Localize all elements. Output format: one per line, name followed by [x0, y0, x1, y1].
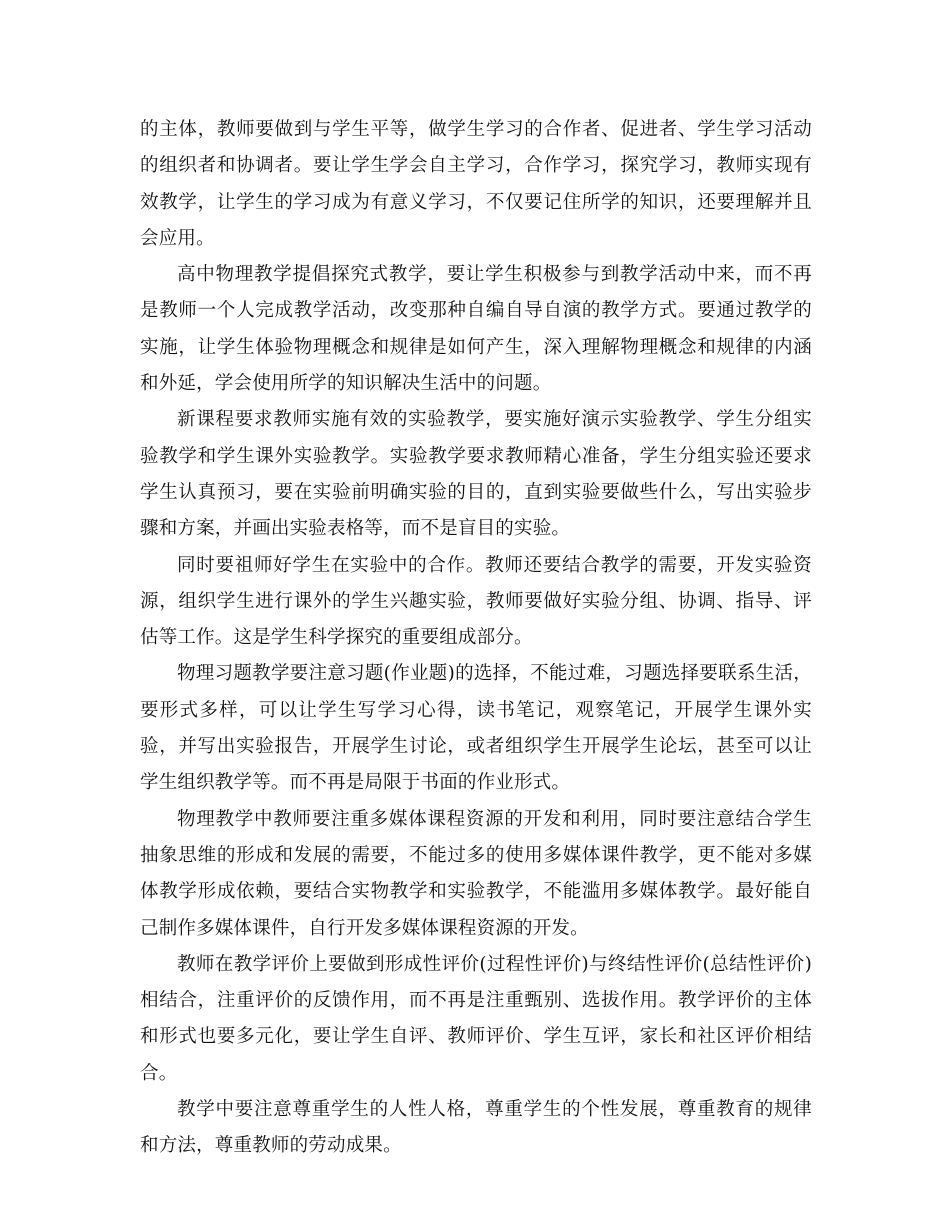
document-body [140, 112, 812, 1165]
paragraph-3: 新课程要求教师实施有效的实验教学，要实施好演示实验教学、学生分组实验教学和学生课外实验教学。实验教学要求教师精心准备，学生分组实验还要求学生认真预习，要在实验前明确实验的目的，直到实验要做些什么，写出实验步骤和方案，并画出实验表格等，而不是盲目的实验。 [140, 409, 812, 540]
paragraph-4: 同时要祖师好学生在实验中的合作。教师还要结合教学的需要，开发实验资源，组织学生进行课外的学生兴趣实验，教师要做好实验分组、协调、指导、评估等工作。这是学生科学探究的重要组成部分。 [140, 554, 812, 649]
paragraph-5: 物理习题教学要注意习题(作业题)的选择，不能过难，习题选择要联系生活，要形式多样，可以让学生写学习心得，读书笔记，观察笔记，开展学生课外实验，并写出实验报告，开展学生讨论，或者组织学生开展学生论坛，甚至可以让学生组织教学等。而不再是局限于书面的作业形式。 [140, 663, 812, 794]
paragraph-7: 教师在教学评价上要做到形成性评价(过程性评价)与终结性评价(总结性评价)相结合，注重评价的反馈作用，而不再是注重甄别、选拔作用。教学评价的主体和形式也要多元化，要让学生自评、教师评价、学生互评，家长和社区评价相结合。 [140, 953, 812, 1084]
paragraph-2: 高中物理教学提倡探究式教学，要让学生积极参与到教学活动中来，而不再是教师一个人完成教学活动，改变那种自编自导自演的教学方式。要通过教学的实施，让学生体验物理概念和规律是如何产生，深入理解物理概念和规律的内涵和外延，学会使用所学的知识解决生活中的问题。 [140, 264, 812, 395]
paragraph-6: 物理教学中教师要注重多媒体课程资源的开发和利用，同时要注意结合学生抽象思维的形成和发展的需要，不能过多的使用多媒体课件教学，更不能对多媒体教学形成依赖，要结合实物教学和实验教学，不能滥用多媒体教学。最好能自己制作多媒体课件，自行开发多媒体课程资源的开发。 [140, 808, 812, 939]
paragraph-8: 教学中要注意尊重学生的人性人格，尊重学生的个性发展，尊重教育的规律和方法，尊重教师的劳动成果。 [140, 1099, 812, 1157]
paragraph-1: 的主体，教师要做到与学生平等，做学生学习的合作者、促进者、学生学习活动的组织者和协调者。要让学生学会自主学习，合作学习，探究学习，教师实现有效教学，让学生的学习成为有意义学习，不仅要记住所学的知识，还要理解并且会应用。 [140, 119, 812, 249]
